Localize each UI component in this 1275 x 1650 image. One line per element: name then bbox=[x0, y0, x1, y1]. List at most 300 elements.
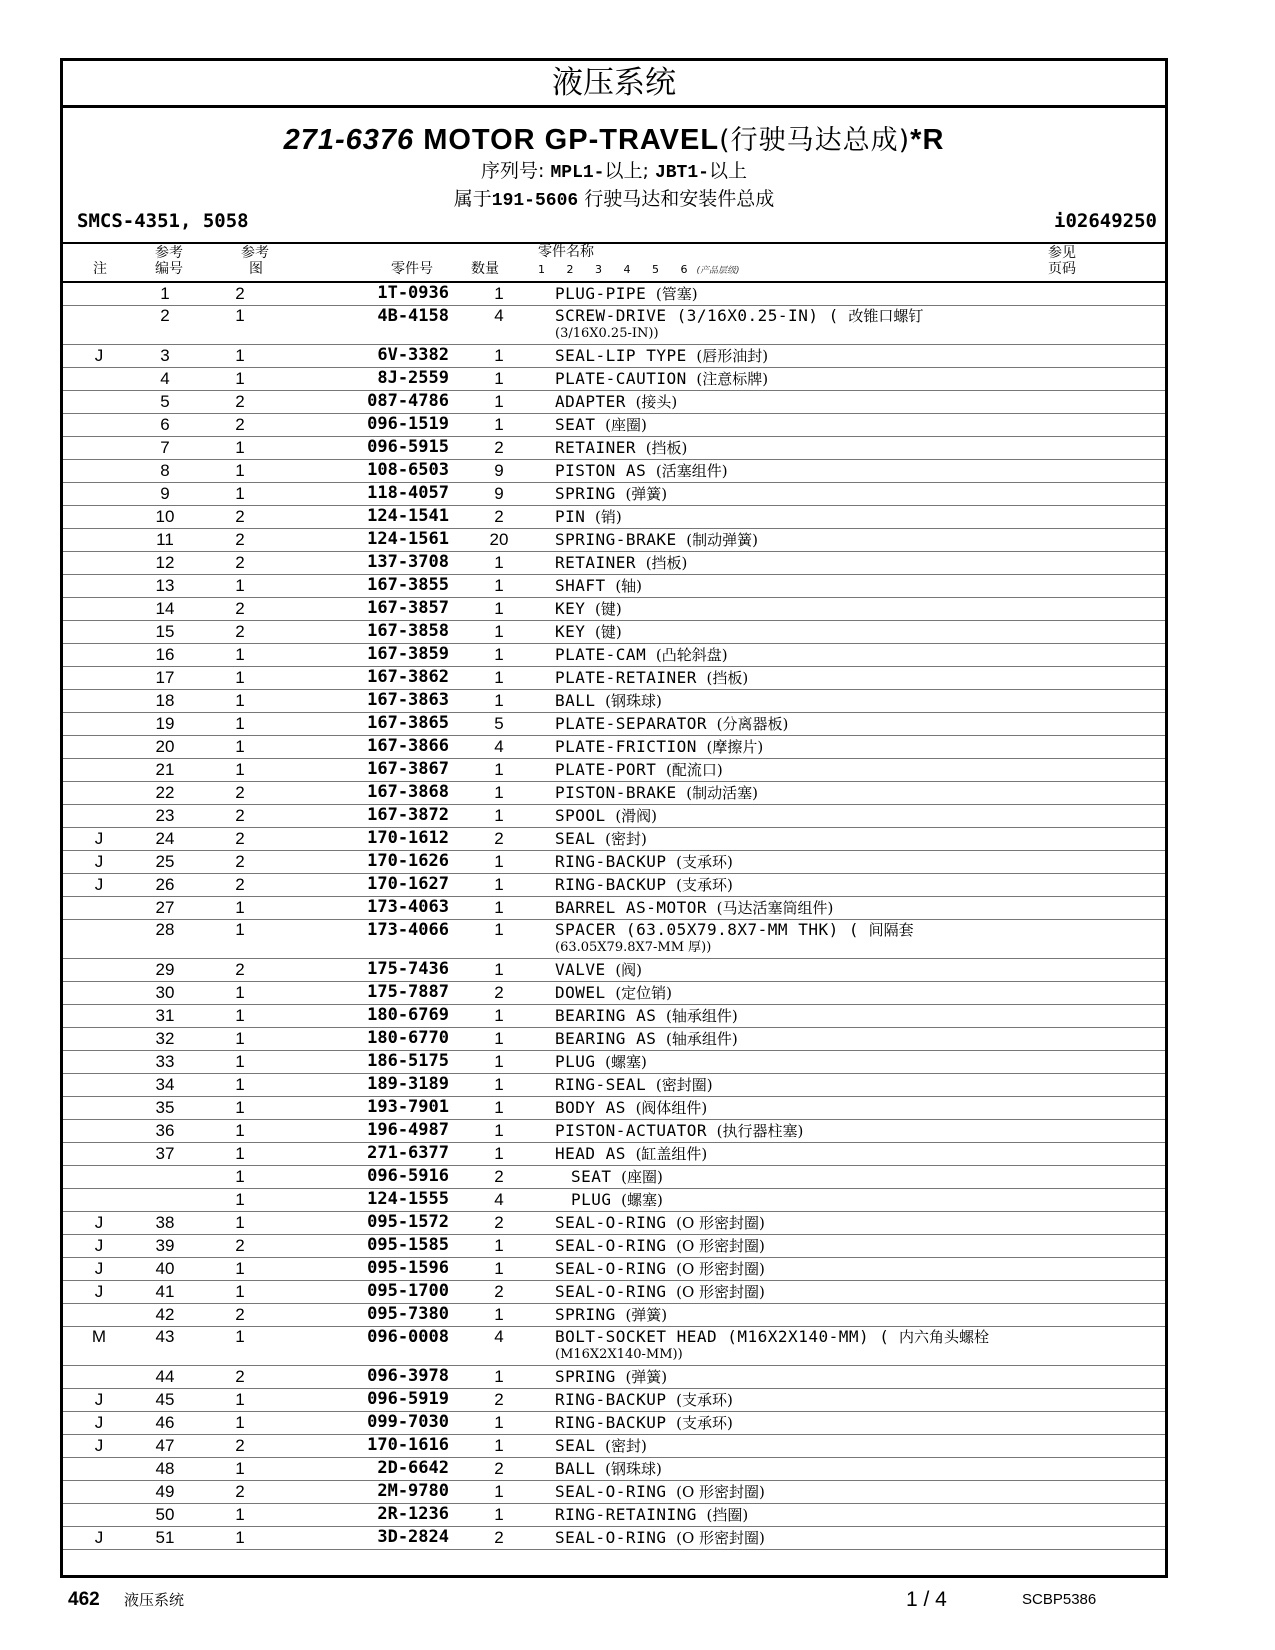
row-ref-number: 50 bbox=[135, 1504, 195, 1527]
row-see-page bbox=[1105, 713, 1165, 736]
row-quantity: 1 bbox=[449, 1028, 549, 1051]
row-see-page bbox=[1105, 874, 1165, 897]
row-see-page bbox=[1105, 805, 1165, 828]
row-part-name bbox=[549, 1281, 1105, 1304]
table-row bbox=[63, 1458, 1165, 1481]
belongs-name: 行驶马达和安装件总成 bbox=[584, 188, 775, 210]
row-figure: 2 bbox=[195, 506, 285, 529]
row-name-continuation: (M16X2X140-MM)) bbox=[555, 1347, 683, 1362]
row-note bbox=[63, 414, 135, 437]
row-name-cn: (钢珠球) bbox=[605, 692, 662, 710]
row-name-en: PISTON AS bbox=[555, 461, 647, 480]
row-ref-number: 3 bbox=[135, 345, 195, 368]
row-part-number: 167-3862 bbox=[285, 667, 449, 690]
col-note: 注 bbox=[93, 261, 107, 277]
col-name: 零件名称 bbox=[538, 244, 594, 260]
row-figure: 2 bbox=[195, 598, 285, 621]
row-name-cn: (销) bbox=[595, 508, 622, 526]
row-name-en: BODY AS bbox=[555, 1098, 626, 1117]
row-ref-number: 18 bbox=[135, 690, 195, 713]
row-name-en: SPRING-BRAKE bbox=[555, 530, 677, 549]
row-ref-number: 15 bbox=[135, 621, 195, 644]
table-row bbox=[63, 391, 1165, 414]
row-note: J bbox=[63, 1389, 135, 1412]
row-part-number: 167-3855 bbox=[285, 575, 449, 598]
row-quantity: 2 bbox=[449, 1281, 549, 1304]
row-see-page bbox=[1105, 667, 1165, 690]
col-qty: 数量 bbox=[471, 261, 499, 277]
row-note: J bbox=[63, 1235, 135, 1258]
row-figure: 1 bbox=[195, 667, 285, 690]
row-name-en: PLATE-FRICTION bbox=[555, 737, 697, 756]
row-ref-number: 44 bbox=[135, 1366, 195, 1389]
row-figure: 2 bbox=[195, 283, 285, 306]
row-quantity: 1 bbox=[449, 1304, 549, 1327]
table-row bbox=[63, 1504, 1165, 1527]
row-part-name bbox=[549, 506, 1105, 529]
row-name-cn: (缸盖组件) bbox=[635, 1145, 708, 1163]
row-part-number: 2R-1236 bbox=[285, 1504, 449, 1527]
row-name-en: SPACER (63.05X79.8X7-MM THK) ( bbox=[555, 920, 859, 939]
row-ref-number: 38 bbox=[135, 1212, 195, 1235]
row-name-en: RING-BACKUP bbox=[555, 1390, 667, 1409]
row-part-name bbox=[549, 1458, 1105, 1481]
row-note bbox=[63, 644, 135, 667]
row-ref-number: 16 bbox=[135, 644, 195, 667]
row-part-name bbox=[549, 552, 1105, 575]
row-part-name bbox=[549, 1527, 1105, 1550]
row-part-name bbox=[549, 1074, 1105, 1097]
table-row bbox=[63, 414, 1165, 437]
row-ref-number: 24 bbox=[135, 828, 195, 851]
row-ref-number: 45 bbox=[135, 1389, 195, 1412]
serial-range-1: 以上; bbox=[604, 160, 649, 182]
row-figure: 1 bbox=[195, 644, 285, 667]
row-ref-number: 35 bbox=[135, 1097, 195, 1120]
row-note bbox=[63, 782, 135, 805]
col-ref-bottom: 编号 bbox=[155, 261, 183, 277]
row-ref-number: 36 bbox=[135, 1120, 195, 1143]
row-part-number: 1T-0936 bbox=[285, 283, 449, 306]
row-part-number: 095-1585 bbox=[285, 1235, 449, 1258]
table-row bbox=[63, 1258, 1165, 1281]
row-ref-number: 43 bbox=[135, 1327, 195, 1366]
row-part-name bbox=[549, 1166, 1105, 1189]
row-quantity: 1 bbox=[449, 1481, 549, 1504]
row-part-number: 099-7030 bbox=[285, 1412, 449, 1435]
row-quantity: 1 bbox=[449, 1435, 549, 1458]
illustration-id: i02649250 bbox=[1054, 210, 1157, 232]
row-figure: 1 bbox=[195, 1504, 285, 1527]
row-figure: 2 bbox=[195, 959, 285, 982]
row-note bbox=[63, 621, 135, 644]
row-name-en: SEAL-LIP TYPE bbox=[555, 346, 687, 365]
row-note bbox=[63, 1028, 135, 1051]
row-quantity: 9 bbox=[449, 460, 549, 483]
row-name-en: RING-BACKUP bbox=[555, 875, 667, 894]
row-see-page bbox=[1105, 1412, 1165, 1435]
row-note: J bbox=[63, 1527, 135, 1550]
row-quantity: 1 bbox=[449, 1120, 549, 1143]
row-name-cn: (制动弹簧) bbox=[686, 531, 758, 549]
row-see-page bbox=[1105, 283, 1165, 306]
row-ref-number: 26 bbox=[135, 874, 195, 897]
row-figure: 2 bbox=[195, 782, 285, 805]
row-part-name bbox=[549, 621, 1105, 644]
row-part-name bbox=[549, 1028, 1105, 1051]
row-figure: 1 bbox=[195, 306, 285, 345]
row-note: J bbox=[63, 1412, 135, 1435]
table-row bbox=[63, 874, 1165, 897]
row-see-page bbox=[1105, 782, 1165, 805]
row-name-en: RING-SEAL bbox=[555, 1075, 647, 1094]
column-header bbox=[63, 244, 1165, 283]
row-name-cn: (密封) bbox=[605, 830, 647, 848]
row-part-name bbox=[549, 529, 1105, 552]
row-note bbox=[63, 1120, 135, 1143]
row-figure: 1 bbox=[195, 920, 285, 959]
row-note bbox=[63, 1143, 135, 1166]
row-part-number: 167-3859 bbox=[285, 644, 449, 667]
row-figure: 1 bbox=[195, 437, 285, 460]
row-ref-number: 22 bbox=[135, 782, 195, 805]
row-quantity: 1 bbox=[449, 1097, 549, 1120]
row-see-page bbox=[1105, 1458, 1165, 1481]
row-ref-number: 23 bbox=[135, 805, 195, 828]
row-ref-number: 17 bbox=[135, 667, 195, 690]
row-part-name bbox=[549, 1412, 1105, 1435]
row-note bbox=[63, 437, 135, 460]
row-name-cn: (配流口) bbox=[665, 761, 723, 779]
row-note bbox=[63, 1074, 135, 1097]
row-ref-number: 25 bbox=[135, 851, 195, 874]
row-figure: 2 bbox=[195, 851, 285, 874]
table-row bbox=[63, 283, 1165, 306]
row-part-number: 096-5919 bbox=[285, 1389, 449, 1412]
col-ref-top: 参考 bbox=[155, 245, 183, 261]
row-name-cn: (O 形密封圈) bbox=[676, 1214, 765, 1232]
row-figure: 1 bbox=[195, 1005, 285, 1028]
table-row bbox=[63, 1143, 1165, 1166]
row-ref-number: 51 bbox=[135, 1527, 195, 1550]
row-name-en: ADAPTER bbox=[555, 392, 626, 411]
row-name-en: PLUG-PIPE bbox=[555, 284, 647, 303]
row-part-number: 124-1555 bbox=[285, 1189, 449, 1212]
row-name-en: SCREW-DRIVE (3/16X0.25-IN) ( bbox=[555, 306, 839, 325]
col-page-top: 参见 bbox=[1048, 245, 1076, 261]
row-part-number: 087-4786 bbox=[285, 391, 449, 414]
row-name-en: PLATE-RETAINER bbox=[555, 668, 697, 687]
row-see-page bbox=[1105, 1527, 1165, 1550]
row-ref-number: 41 bbox=[135, 1281, 195, 1304]
row-name-cn: (座圈) bbox=[605, 416, 647, 434]
row-note: J bbox=[63, 851, 135, 874]
row-note bbox=[63, 506, 135, 529]
row-name-en: BEARING AS bbox=[555, 1006, 657, 1025]
row-quantity: 1 bbox=[449, 874, 549, 897]
row-name-en: PLUG bbox=[555, 1052, 596, 1071]
row-name-en: SEAT bbox=[555, 415, 596, 434]
row-quantity: 1 bbox=[449, 1366, 549, 1389]
table-row bbox=[63, 1051, 1165, 1074]
row-quantity: 1 bbox=[449, 621, 549, 644]
row-quantity: 1 bbox=[449, 1005, 549, 1028]
row-name-cn: (支承环) bbox=[676, 853, 733, 871]
table-row bbox=[63, 437, 1165, 460]
table-row bbox=[63, 1166, 1165, 1189]
row-name-cn: (活塞组件) bbox=[655, 462, 728, 480]
row-name-cn: (接头) bbox=[635, 393, 678, 411]
col-levels-digits: 1 2 3 4 5 6 bbox=[538, 263, 697, 276]
row-name-cn: (制动活塞) bbox=[686, 784, 758, 802]
row-see-page bbox=[1105, 644, 1165, 667]
row-part-number: 175-7887 bbox=[285, 982, 449, 1005]
row-note bbox=[63, 460, 135, 483]
row-note bbox=[63, 1458, 135, 1481]
row-part-number: 137-3708 bbox=[285, 552, 449, 575]
row-name-cn: (O 形密封圈) bbox=[676, 1237, 765, 1255]
row-name-cn: (弹簧) bbox=[625, 1368, 668, 1386]
col-levels bbox=[538, 262, 740, 279]
row-name-cn: (O 形密封圈) bbox=[676, 1529, 765, 1547]
row-see-page bbox=[1105, 1166, 1165, 1189]
table-row bbox=[63, 920, 1165, 959]
row-part-name bbox=[549, 283, 1105, 306]
row-note bbox=[63, 690, 135, 713]
row-note bbox=[63, 805, 135, 828]
part-title bbox=[63, 108, 1165, 158]
row-ref-number: 14 bbox=[135, 598, 195, 621]
row-see-page bbox=[1105, 529, 1165, 552]
row-see-page bbox=[1105, 959, 1165, 982]
row-part-name bbox=[549, 1235, 1105, 1258]
row-part-name bbox=[549, 982, 1105, 1005]
row-quantity: 9 bbox=[449, 483, 549, 506]
row-see-page bbox=[1105, 736, 1165, 759]
row-see-page bbox=[1105, 345, 1165, 368]
row-ref-number: 32 bbox=[135, 1028, 195, 1051]
row-note bbox=[63, 575, 135, 598]
table-row bbox=[63, 529, 1165, 552]
row-ref-number: 37 bbox=[135, 1143, 195, 1166]
row-figure: 2 bbox=[195, 552, 285, 575]
serial-prefix-2: JBT1- bbox=[654, 163, 709, 183]
row-figure: 1 bbox=[195, 1389, 285, 1412]
table-row bbox=[63, 982, 1165, 1005]
row-name-cn: (管塞) bbox=[655, 285, 698, 303]
row-ref-number: 47 bbox=[135, 1435, 195, 1458]
table-row bbox=[63, 1189, 1165, 1212]
row-part-number: 170-1616 bbox=[285, 1435, 449, 1458]
row-see-page bbox=[1105, 575, 1165, 598]
row-ref-number: 27 bbox=[135, 897, 195, 920]
row-figure: 2 bbox=[195, 529, 285, 552]
row-note: J bbox=[63, 874, 135, 897]
row-note bbox=[63, 736, 135, 759]
row-note bbox=[63, 1097, 135, 1120]
row-figure: 1 bbox=[195, 1281, 285, 1304]
row-name-en: DOWEL bbox=[555, 983, 606, 1002]
row-part-name bbox=[549, 437, 1105, 460]
row-ref-number: 2 bbox=[135, 306, 195, 345]
row-name-cn: (O 形密封圈) bbox=[676, 1483, 765, 1501]
row-see-page bbox=[1105, 1504, 1165, 1527]
row-ref-number: 48 bbox=[135, 1458, 195, 1481]
row-name-en: PLUG bbox=[571, 1190, 612, 1209]
row-ref-number: 34 bbox=[135, 1074, 195, 1097]
row-see-page bbox=[1105, 460, 1165, 483]
row-quantity: 1 bbox=[449, 805, 549, 828]
row-ref-number: 13 bbox=[135, 575, 195, 598]
row-part-number: 096-1519 bbox=[285, 414, 449, 437]
row-name-en: VALVE bbox=[555, 960, 606, 979]
row-see-page bbox=[1105, 621, 1165, 644]
row-name-continuation: (3/16X0.25-IN)) bbox=[555, 326, 659, 341]
table-row bbox=[63, 759, 1165, 782]
row-quantity: 1 bbox=[449, 345, 549, 368]
row-part-name bbox=[549, 759, 1105, 782]
row-see-page bbox=[1105, 483, 1165, 506]
row-figure: 2 bbox=[195, 1366, 285, 1389]
row-note: M bbox=[63, 1327, 135, 1366]
row-name-en: PIN bbox=[555, 507, 586, 526]
row-figure: 1 bbox=[195, 713, 285, 736]
row-name-en: SEAL-O-RING bbox=[555, 1282, 667, 1301]
row-name-cn: (支承环) bbox=[676, 1391, 733, 1409]
row-see-page bbox=[1105, 828, 1165, 851]
row-part-number: 180-6769 bbox=[285, 1005, 449, 1028]
row-note bbox=[63, 1189, 135, 1212]
row-part-name bbox=[549, 805, 1105, 828]
row-name-en: PLATE-PORT bbox=[555, 760, 657, 779]
row-ref-number: 33 bbox=[135, 1051, 195, 1074]
row-name-cn: (弹簧) bbox=[625, 1306, 668, 1324]
row-name-cn: (密封圈) bbox=[655, 1076, 713, 1094]
parts-table bbox=[63, 283, 1165, 1550]
row-figure: 2 bbox=[195, 1435, 285, 1458]
row-name-cn: (轴) bbox=[615, 577, 643, 595]
row-part-number: 095-1596 bbox=[285, 1258, 449, 1281]
row-part-number: 108-6503 bbox=[285, 460, 449, 483]
row-part-name bbox=[549, 1097, 1105, 1120]
row-quantity: 1 bbox=[449, 414, 549, 437]
row-name-en: BEARING AS bbox=[555, 1029, 657, 1048]
row-part-name bbox=[549, 959, 1105, 982]
footer-section: 液压系统 bbox=[124, 1591, 185, 1609]
row-quantity: 1 bbox=[449, 667, 549, 690]
row-part-name bbox=[549, 598, 1105, 621]
footer-doc-id: SCBP5386 bbox=[1022, 1591, 1097, 1608]
table-row bbox=[63, 736, 1165, 759]
row-part-number: 173-4063 bbox=[285, 897, 449, 920]
row-name-en: HEAD AS bbox=[555, 1144, 626, 1163]
row-name-en: PLATE-CAM bbox=[555, 645, 647, 664]
row-see-page bbox=[1105, 982, 1165, 1005]
row-note bbox=[63, 368, 135, 391]
row-see-page bbox=[1105, 1051, 1165, 1074]
row-part-name bbox=[549, 897, 1105, 920]
table-row bbox=[63, 368, 1165, 391]
table-row bbox=[63, 1235, 1165, 1258]
serial-range-2: 以上 bbox=[708, 160, 747, 182]
row-see-page bbox=[1105, 306, 1165, 345]
row-part-number: 095-1700 bbox=[285, 1281, 449, 1304]
table-row bbox=[63, 306, 1165, 345]
row-name-cn: (轴承组件) bbox=[665, 1030, 738, 1048]
row-figure: 1 bbox=[195, 1097, 285, 1120]
row-part-name bbox=[549, 575, 1105, 598]
row-see-page bbox=[1105, 1235, 1165, 1258]
row-see-page bbox=[1105, 1074, 1165, 1097]
row-part-name bbox=[549, 690, 1105, 713]
row-name-continuation: (63.05X79.8X7-MM 厚)) bbox=[555, 940, 712, 955]
row-see-page bbox=[1105, 1389, 1165, 1412]
row-name-cn: (摩擦片) bbox=[706, 738, 764, 756]
row-name-en: BARREL AS-MOTOR bbox=[555, 898, 707, 917]
row-part-name bbox=[549, 1143, 1105, 1166]
row-part-number: 173-4066 bbox=[285, 920, 449, 959]
row-part-name bbox=[549, 851, 1105, 874]
row-figure: 1 bbox=[195, 483, 285, 506]
row-name-cn: (螺塞) bbox=[621, 1191, 663, 1209]
row-ref-number: 12 bbox=[135, 552, 195, 575]
row-ref-number: 39 bbox=[135, 1235, 195, 1258]
row-ref-number: 10 bbox=[135, 506, 195, 529]
row-quantity: 1 bbox=[449, 690, 549, 713]
row-note bbox=[63, 306, 135, 345]
row-part-number: 186-5175 bbox=[285, 1051, 449, 1074]
table-row bbox=[63, 1304, 1165, 1327]
row-part-name bbox=[549, 1051, 1105, 1074]
row-figure: 2 bbox=[195, 828, 285, 851]
row-part-name bbox=[549, 828, 1105, 851]
row-part-number: 167-3863 bbox=[285, 690, 449, 713]
row-quantity: 2 bbox=[449, 1166, 549, 1189]
row-name-en: RING-BACKUP bbox=[555, 1413, 667, 1432]
row-note: J bbox=[63, 1258, 135, 1281]
row-see-page bbox=[1105, 1120, 1165, 1143]
row-part-name bbox=[549, 1366, 1105, 1389]
row-see-page bbox=[1105, 1435, 1165, 1458]
row-name-cn: (挡板) bbox=[645, 554, 688, 572]
row-figure: 1 bbox=[195, 1458, 285, 1481]
row-ref-number: 11 bbox=[135, 529, 195, 552]
row-figure: 1 bbox=[195, 1212, 285, 1235]
table-row bbox=[63, 690, 1165, 713]
row-figure: 2 bbox=[195, 1481, 285, 1504]
row-part-number: 118-4057 bbox=[285, 483, 449, 506]
row-quantity: 1 bbox=[449, 897, 549, 920]
row-see-page bbox=[1105, 897, 1165, 920]
row-part-name bbox=[549, 345, 1105, 368]
table-row bbox=[63, 506, 1165, 529]
row-quantity: 1 bbox=[449, 1235, 549, 1258]
table-row bbox=[63, 828, 1165, 851]
row-part-number: 124-1561 bbox=[285, 529, 449, 552]
row-ref-number: 1 bbox=[135, 283, 195, 306]
table-row bbox=[63, 959, 1165, 982]
row-name-en: RETAINER bbox=[555, 438, 637, 457]
row-part-number: 167-3872 bbox=[285, 805, 449, 828]
row-see-page bbox=[1105, 759, 1165, 782]
row-see-page bbox=[1105, 598, 1165, 621]
row-note bbox=[63, 920, 135, 959]
table-row bbox=[63, 644, 1165, 667]
col-fig-bottom: 图 bbox=[249, 261, 263, 277]
row-quantity: 1 bbox=[449, 782, 549, 805]
part-name: MOTOR GP-TRAVEL bbox=[423, 124, 720, 156]
row-part-number: 8J-2559 bbox=[285, 368, 449, 391]
